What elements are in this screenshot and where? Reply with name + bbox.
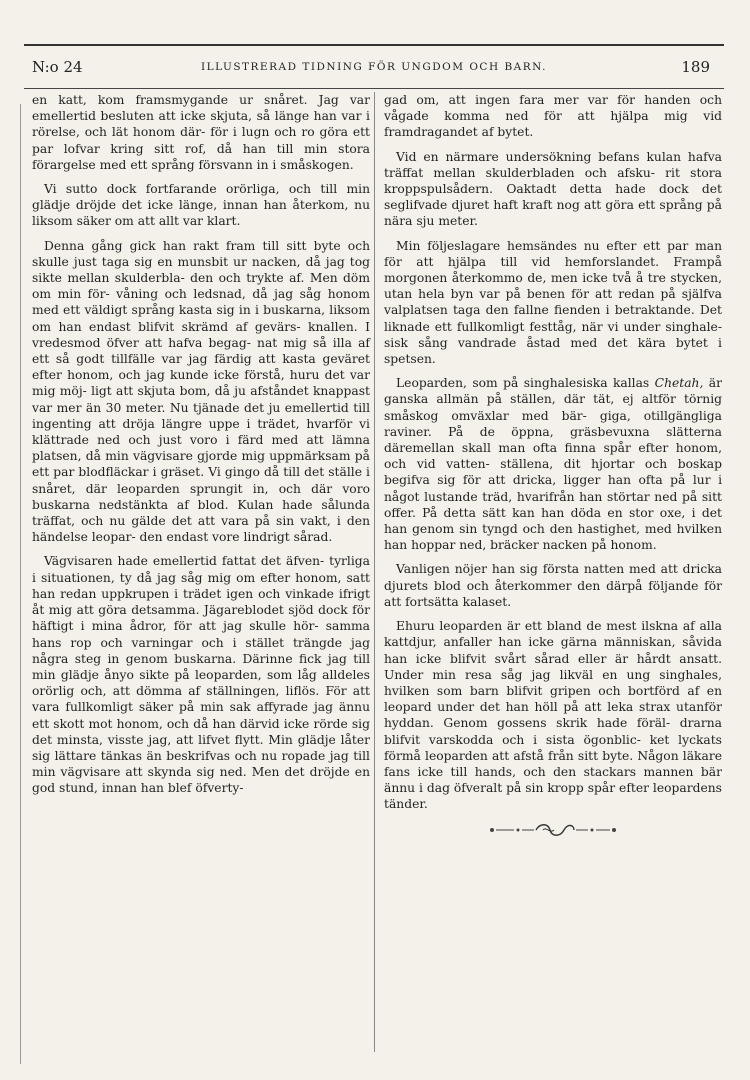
paragraph: Ehuru leoparden är ett bland de mest ilskna af alla kattdjur, anfaller han icke gärna människan, såvida han icke blifvit svårt sårad eller är hårdt ansatt. Under min resa såg jag likväl en ung singhales, hvilken som barn blifvit gripen och bortförd af en leopard under det han höll på att leka strax utanför hyddan. Genom gossens skrik hade föräl- drarna blifvit varskodda och i sista ögonblic- ket lyckats förmå leoparden att afstå från sitt byte. Någon läkare fans icke till hands, och den stackars mannen bär ännu i dag öfveralt på sin kropp spår efter leopardens tänder. <box>384 619 722 812</box>
paragraph-text: Leoparden, som på singhalesiska kallas <box>396 376 655 391</box>
paragraph: en katt, kom framsmygande ur snåret. Jag var emellertid besluten att icke skjuta, så länge han var i rörelse, och lät honom där- för i lugn och ro göra ett par lofvar kring sitt rof, då han till min stora förargelse med ett språng försvann in i småskogen. <box>32 93 370 172</box>
page-number: 189 <box>681 58 710 76</box>
paragraph <box>384 375 722 553</box>
italic-term: Chetah, <box>654 376 704 391</box>
paragraph: Vid en närmare undersökning befans kulan hafva träffat mellan skulderbladen och afsku- rit stora kroppspulsådern. Oaktadt detta hade dock det seglifvade djuret haft kraft nog att göra ett språng på nära sju meter. <box>384 149 722 229</box>
paragraph: gad om, att ingen fara mer var för handen och vågade komma ned för att hjälpa mig vid framdragandet af bytet. <box>384 93 722 140</box>
paragraph: Denna gång gick han rakt fram till sitt byte och skulle just taga sig en munsbit ur nacken, då jag tog sikte mellan skulderbla- den och trykte af. Men döm om min för- våning och ledsnad, då jag såg honom med ett väldigt språng kasta sig in i buskarna, liksom om han endast blifvit skrämd af gevärs- knallen. I vredesmod öfver att hafva begag- nat mig så illa af ett så godt tillfälle var jag färdig att kasta geväret efter honom, och jag kunde icke förstå, huru det var mig möj- ligt att skjuta bom, då ju afståndet knappast var mer än 30 meter. Nu tjänade det ju emellertid till ingenting att dröja längre uppe i trädet, hvarför vi klättrade ned och just voro i färd med att lämna platsen, då min vägvisare gjorde mig uppmärksam på ett par blodfläckar i gräset. Vi gingo då till det ställe i snåret, där leoparden sprungit in, och där voro buskarna nedstänkta af blod. Kulan hade sålunda träffat, och nu gälde det att vara på sin vakt, i den händelse leopar- den endast vore lindrigt sårad. <box>32 238 370 545</box>
column-divider <box>374 92 375 1052</box>
paragraph-text: är ganska allmän på ställen, där tät, ej altför törnig småskog omväxlar med bär- giga, otillgängliga raviner. På de öppna, gräsbevuxna slätterna däremellan skall man ofta finna spår efter honom, och vid vatten- ställena, dit hjortar och boskap begifva sig för att dricka, ligger han ofta på lur i något lustande träd, hvarifrån han störtar ned på sitt offer. På detta sätt kan han döda en stor oxe, i det han genom sin tyngd och den hastighet, med hvilken han hoppar ned, bräcker nacken på honom. <box>384 376 722 553</box>
page-header <box>24 44 724 89</box>
left-frame-rule <box>20 104 21 1064</box>
paragraph: Vägvisaren hade emellertid fattat det äfven- tyrliga i situationen, ty då jag såg mig om efter honom, satt han redan uppkrupen i trädet igen och vinkade ifrigt åt mig att göra detsamma. Jägareblodet sjöd dock för häftigt i mina ådror, för att jag skulle hör- samma hans rop och varningar och i stället trängde jag några steg in genom buskarna. Därinne fick jag till min glädje ånyo sikte på leoparden, som låg alldeles orörlig och, att dömma af ställningen, liflös. För att vara fullkomligt säker på min sak affyrade jag ännu ett skott mot honom, och då han därvid icke rörde sig det minsta, visste jag, att lifvet flytt. Min glädje låter sig lättare tänkas än beskrifvas och nu ropade jag till min vägvisare att skynda sig ned. Men det dröjde en god stund, innan han blef öfverty- <box>32 554 370 796</box>
paragraph: Vanligen nöjer han sig första natten med att dricka djurets blod och återkommer den därpå följande för att fortsätta kalaset. <box>384 562 722 609</box>
ornament-divider <box>384 821 722 839</box>
right-column <box>384 92 722 839</box>
issue-number: N:o 24 <box>32 58 83 76</box>
paragraph: Min följeslagare hemsändes nu efter ett par man för att hjälpa till vid hemforslandet. Frampå morgonen återkommo de, men icke två å tre stycken, utan hela byn var på benen för att redan på själfva valplatsen taga den fallne fienden i betraktande. Det liknade ett fullkomligt festtåg, när vi under singhale- sisk sång vandrade åstad med det kära bytet i spetsen. <box>384 238 722 367</box>
flourish-icon <box>488 821 618 839</box>
left-column <box>32 92 370 805</box>
page <box>24 44 724 1044</box>
paragraph: Vi sutto dock fortfarande orörliga, och till min glädje dröjde det icke länge, innan han återkom, nu liksom säker om att allt var klart. <box>32 182 370 229</box>
running-title: ILLUSTRERAD TIDNING FÖR UNGDOM OCH BARN. <box>200 61 548 73</box>
